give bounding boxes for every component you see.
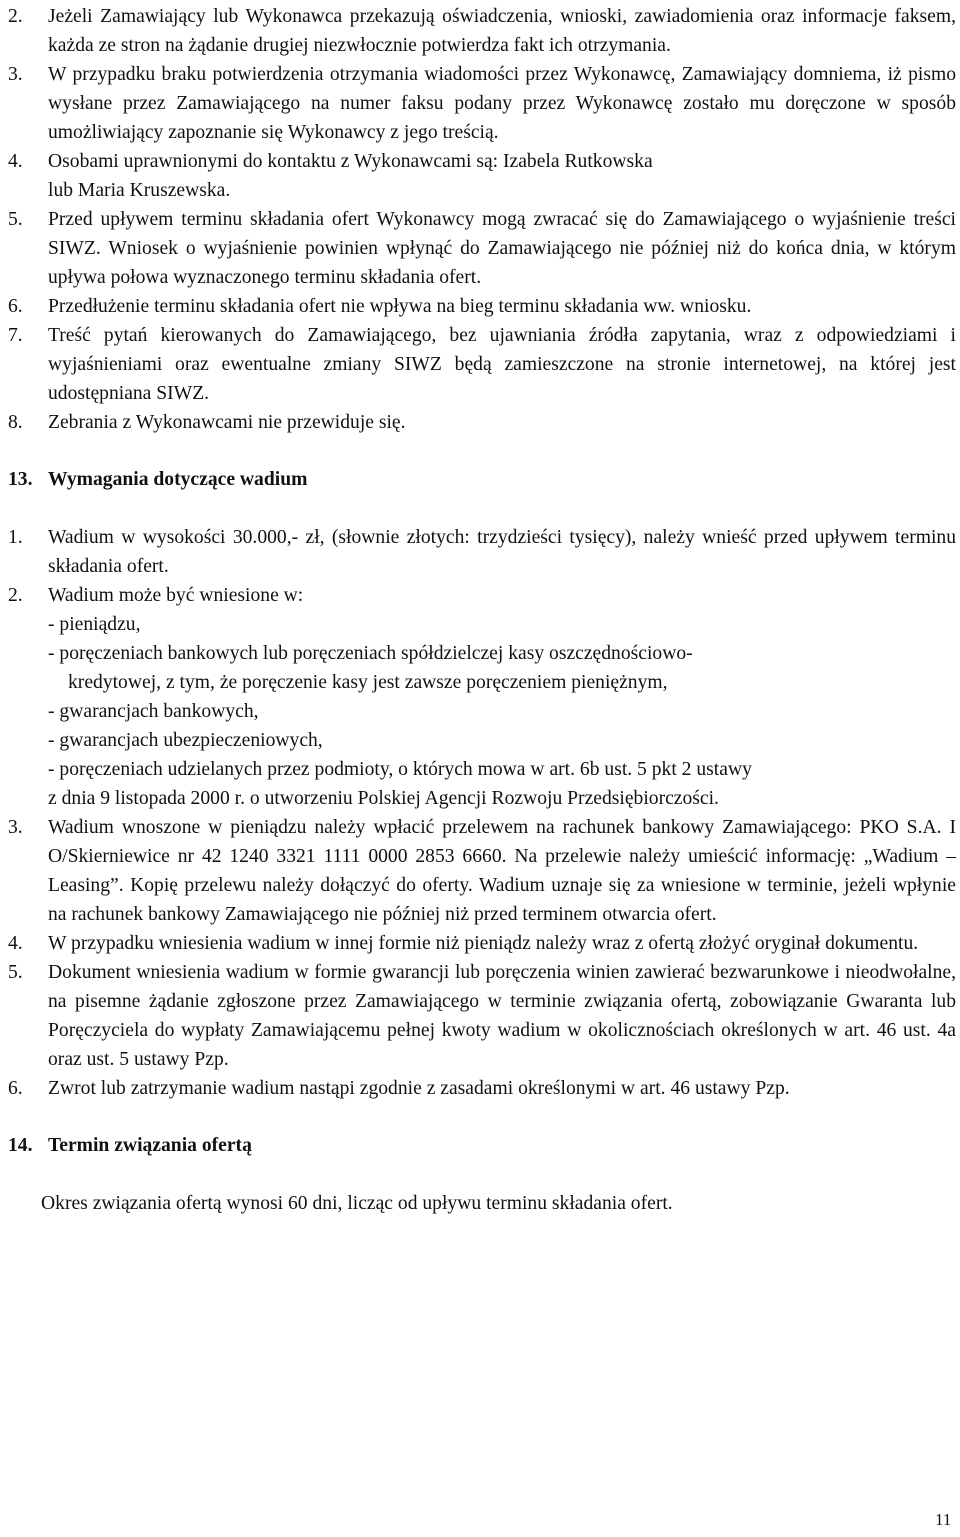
section-title: Termin związania ofertą bbox=[48, 1135, 252, 1156]
item-text: Przed upływem terminu składania ofert Wykonawcy mogą zwracać się do Zamawiającego o wyjaśnienie treści SIWZ. Wniosek o wyjaśnienie powinien wpłynąć do Zamawiającego nie później niż do końca dnia, w którym upływa połowa wyznaczonego terminu składania ofert. bbox=[48, 209, 956, 288]
item-number: 6. bbox=[8, 296, 23, 317]
list-item bbox=[8, 1074, 956, 1103]
item-number: 2. bbox=[8, 6, 23, 27]
list-item bbox=[8, 292, 956, 321]
item-text: W przypadku braku potwierdzenia otrzymania wiadomości przez Wykonawcę, Zamawiający domniema, iż pismo wysłane przez Zamawiającego na numer faksu podany przez Wykonawcę zostało mu doręczone w sposób umożliwiający zapoznanie się Wykonawcy z jego treścią. bbox=[48, 64, 956, 143]
item-number: 2. bbox=[8, 585, 23, 606]
list-item bbox=[8, 958, 956, 1074]
list-item bbox=[8, 321, 956, 408]
list-item bbox=[8, 929, 956, 958]
paragraph: Okres związania ofertą wynosi 60 dni, licząc od upływu terminu składania ofert. bbox=[41, 1193, 673, 1214]
item-text: Wadium w wysokości 30.000,- zł, (słownie złotych: trzydzieści tysięcy), należy wnieść przed upływem terminu składania ofert. bbox=[48, 527, 956, 577]
dash-item: - pieniądzu, bbox=[48, 614, 141, 635]
item-number: 5. bbox=[8, 209, 23, 230]
item-text: Zwrot lub zatrzymanie wadium nastąpi zgodnie z zasadami określonymi w art. 46 ustawy Pzp. bbox=[48, 1078, 790, 1099]
item-text: Treść pytań kierowanych do Zamawiającego, bez ujawniania źródła zapytania, wraz z odpowiedziami i wyjaśnieniami oraz ewentualne zmiany SIWZ będą zamieszczone na stronie internetowej, na której jest udostępniana SIWZ. bbox=[48, 325, 956, 404]
item-text bbox=[48, 147, 956, 205]
list-item bbox=[8, 147, 956, 205]
document-body bbox=[8, 2, 956, 1218]
list-item bbox=[8, 2, 956, 60]
section-heading bbox=[8, 1131, 956, 1160]
item-intro: Wadium może być wniesione w: bbox=[48, 585, 304, 606]
item-text: Jeżeli Zamawiający lub Wykonawca przekazują oświadczenia, wnioski, zawiadomienia oraz informacje faksem, każda ze stron na żądanie drugiej niezwłocznie potwierdza fakt ich otrzymania. bbox=[48, 6, 956, 56]
dash-item: - poręczeniach bankowych lub poręczeniach spółdzielczej kasy oszczędnościowo- bbox=[48, 643, 693, 664]
list-item bbox=[8, 813, 956, 929]
item-number: 3. bbox=[8, 64, 23, 85]
list-item bbox=[8, 408, 956, 437]
list-item bbox=[8, 205, 956, 292]
item-text bbox=[48, 581, 956, 813]
item-text: Wadium wnoszone w pieniądzu należy wpłacić przelewem na rachunek bankowy Zamawiającego: PKO S.A. I O/Skierniewice nr 42 1240 3321 1111 0000 2853 6660. Na przelewie należy umieścić informację: „Wadium – Leasing”. Kopię przelewu należy dołączyć do oferty. Wadium uznaje się za wniesione w terminie, jeżeli wpłynie na rachunek bankowy Zamawiającego nie później niż przed terminem otwarcia ofert. bbox=[48, 817, 956, 925]
dash-item-continuation: kredytowej, z tym, że poręczenie kasy jest zawsze poręczeniem pieniężnym, bbox=[68, 672, 668, 693]
list-item bbox=[8, 523, 956, 581]
list-item bbox=[8, 581, 956, 813]
item-number: 4. bbox=[8, 151, 23, 172]
dash-item: - poręczeniach udzielanych przez podmioty, o których mowa w art. 6b ust. 5 pkt 2 ustawy bbox=[48, 759, 752, 780]
section-title: Wymagania dotyczące wadium bbox=[48, 469, 308, 490]
dash-item: - gwarancjach bankowych, bbox=[48, 701, 259, 722]
section-number: 14. bbox=[8, 1135, 33, 1156]
item-text: W przypadku wniesienia wadium w innej formie niż pieniądz należy wraz z ofertą złożyć oryginał dokumentu. bbox=[48, 933, 919, 954]
item-number: 3. bbox=[8, 817, 23, 838]
item-text: Przedłużenie terminu składania ofert nie wpływa na bieg terminu składania ww. wniosku. bbox=[48, 296, 752, 317]
page-number: 11 bbox=[935, 1510, 952, 1529]
item-number: 4. bbox=[8, 933, 23, 954]
dash-item-continuation: z dnia 9 listopada 2000 r. o utworzeniu Polskiej Agencji Rozwoju Przedsiębiorczości. bbox=[48, 788, 719, 809]
item-number: 1. bbox=[8, 527, 23, 548]
dash-item: - gwarancjach ubezpieczeniowych, bbox=[48, 730, 323, 751]
item-text-line: lub Maria Kruszewska. bbox=[48, 180, 231, 201]
section-heading bbox=[8, 465, 956, 494]
item-number: 6. bbox=[8, 1078, 23, 1099]
section-number: 13. bbox=[8, 469, 33, 490]
item-text: Zebrania z Wykonawcami nie przewiduje się. bbox=[48, 412, 406, 433]
list-item bbox=[8, 60, 956, 147]
item-text: Dokument wniesienia wadium w formie gwarancji lub poręczenia winien zawierać bezwarunkowe i nieodwołalne, na pisemne żądanie zgłoszone przez Zamawiającego w terminie związania ofertą, zobowiązanie Gwaranta lub Poręczyciela do wypłaty Zamawiającemu pełnej kwoty wadium w okolicznościach określonych w art. 46 ust. 4a oraz ust. 5 ustawy Pzp. bbox=[48, 962, 956, 1070]
item-number: 8. bbox=[8, 412, 23, 433]
item-text-line: Osobami uprawnionymi do kontaktu z Wykonawcami są: Izabela Rutkowska bbox=[48, 151, 653, 172]
item-number: 5. bbox=[8, 962, 23, 983]
item-number: 7. bbox=[8, 325, 23, 346]
